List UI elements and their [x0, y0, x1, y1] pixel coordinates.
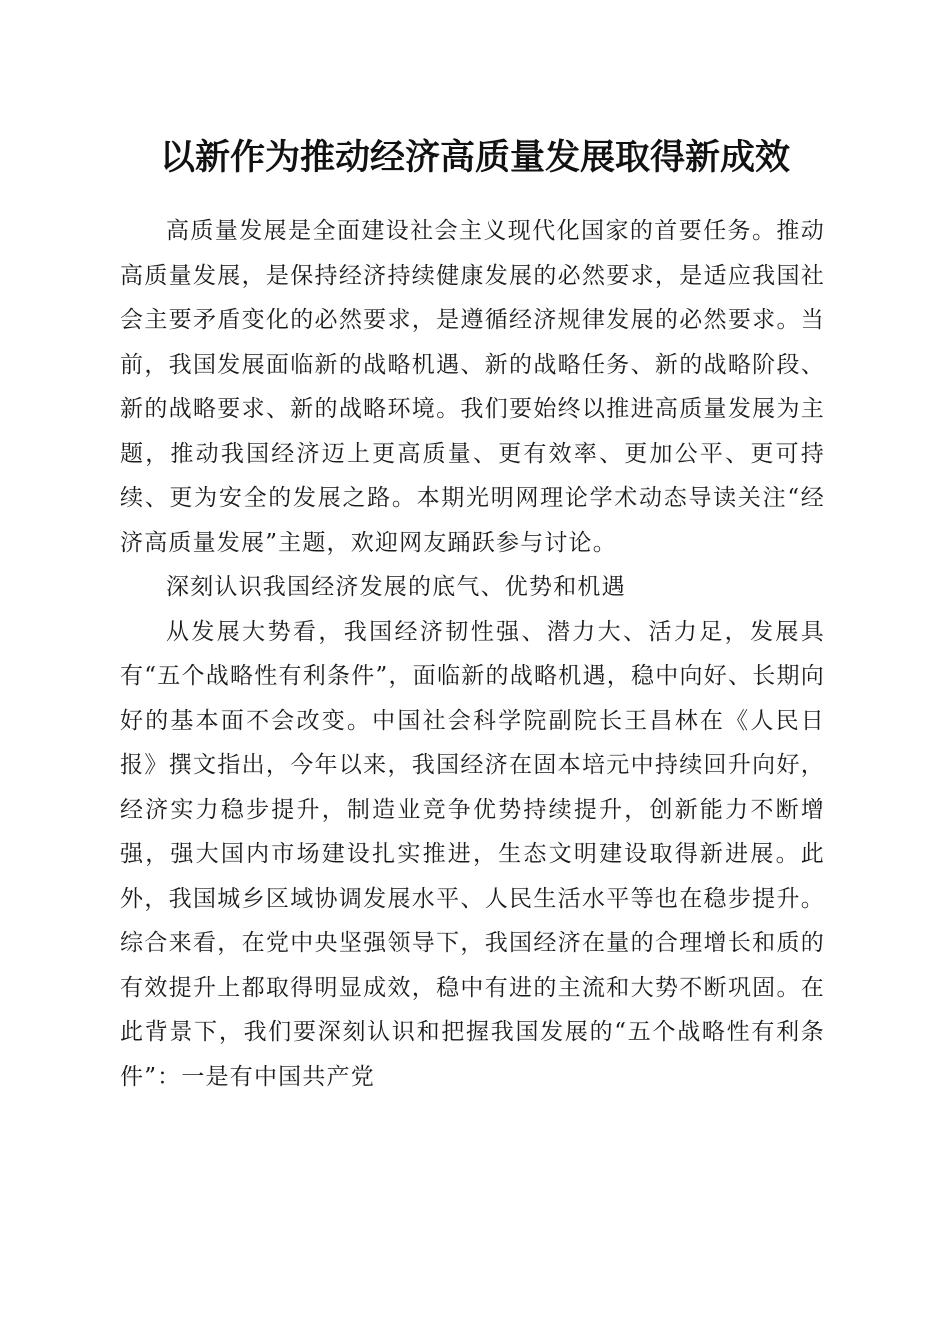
section-heading: 深刻认识我国经济发展的底气、优势和机遇 [166, 574, 626, 600]
intro-paragraph: 高质量发展是全面建设社会主义现代化国家的首要任务。推动高质量发展，是保持经济持续健康发展的必然要求，是适应我国社会主要矛盾变化的必然要求，是遵循经济规律发展的必然要求。当前，我国发展面临新的战略机遇、新的战略任务、新的战略阶段、新的战略要求、新的战略环境。我们要始终以推进高质量发展为主题，推动我国经济迈上更高质量、更有效率、更加公平、更可持续、更为安全的发展之路。本期光明网理论学术动态导读关注“经济高质量发展”主题，欢迎网友踊跃参与讨论。 [120, 218, 825, 556]
document-title: 以新作为推动经济高质量发展取得新成效 [159, 137, 790, 178]
document-body [120, 209, 825, 1099]
body-paragraph: 从发展大势看，我国经济韧性强、潜力大、活力足，发展具有“五个战略性有利条件”，面临新的战略机遇，稳中向好、长期向好的基本面不会改变。中国社会科学院副院长王昌林在《人民日报》撰文指出，今年以来，我国经济在固本培元中持续回升向好，经济实力稳步提升，制造业竞争优势持续提升，创新能力不断增强，强大国内市场建设扎实推进，生态文明建设取得新进展。此外，我国城乡区域协调发展水平、人民生活水平等也在稳步提升。综合来看，在党中央坚强领导下，我国经济在量的合理增长和质的有效提升上都取得明显成效，稳中有进的主流和大势不断巩固。在此背景下，我们要深刻认识和把握我国发展的“五个战略性有利条件”：一是有中国共产党 [120, 618, 825, 1090]
